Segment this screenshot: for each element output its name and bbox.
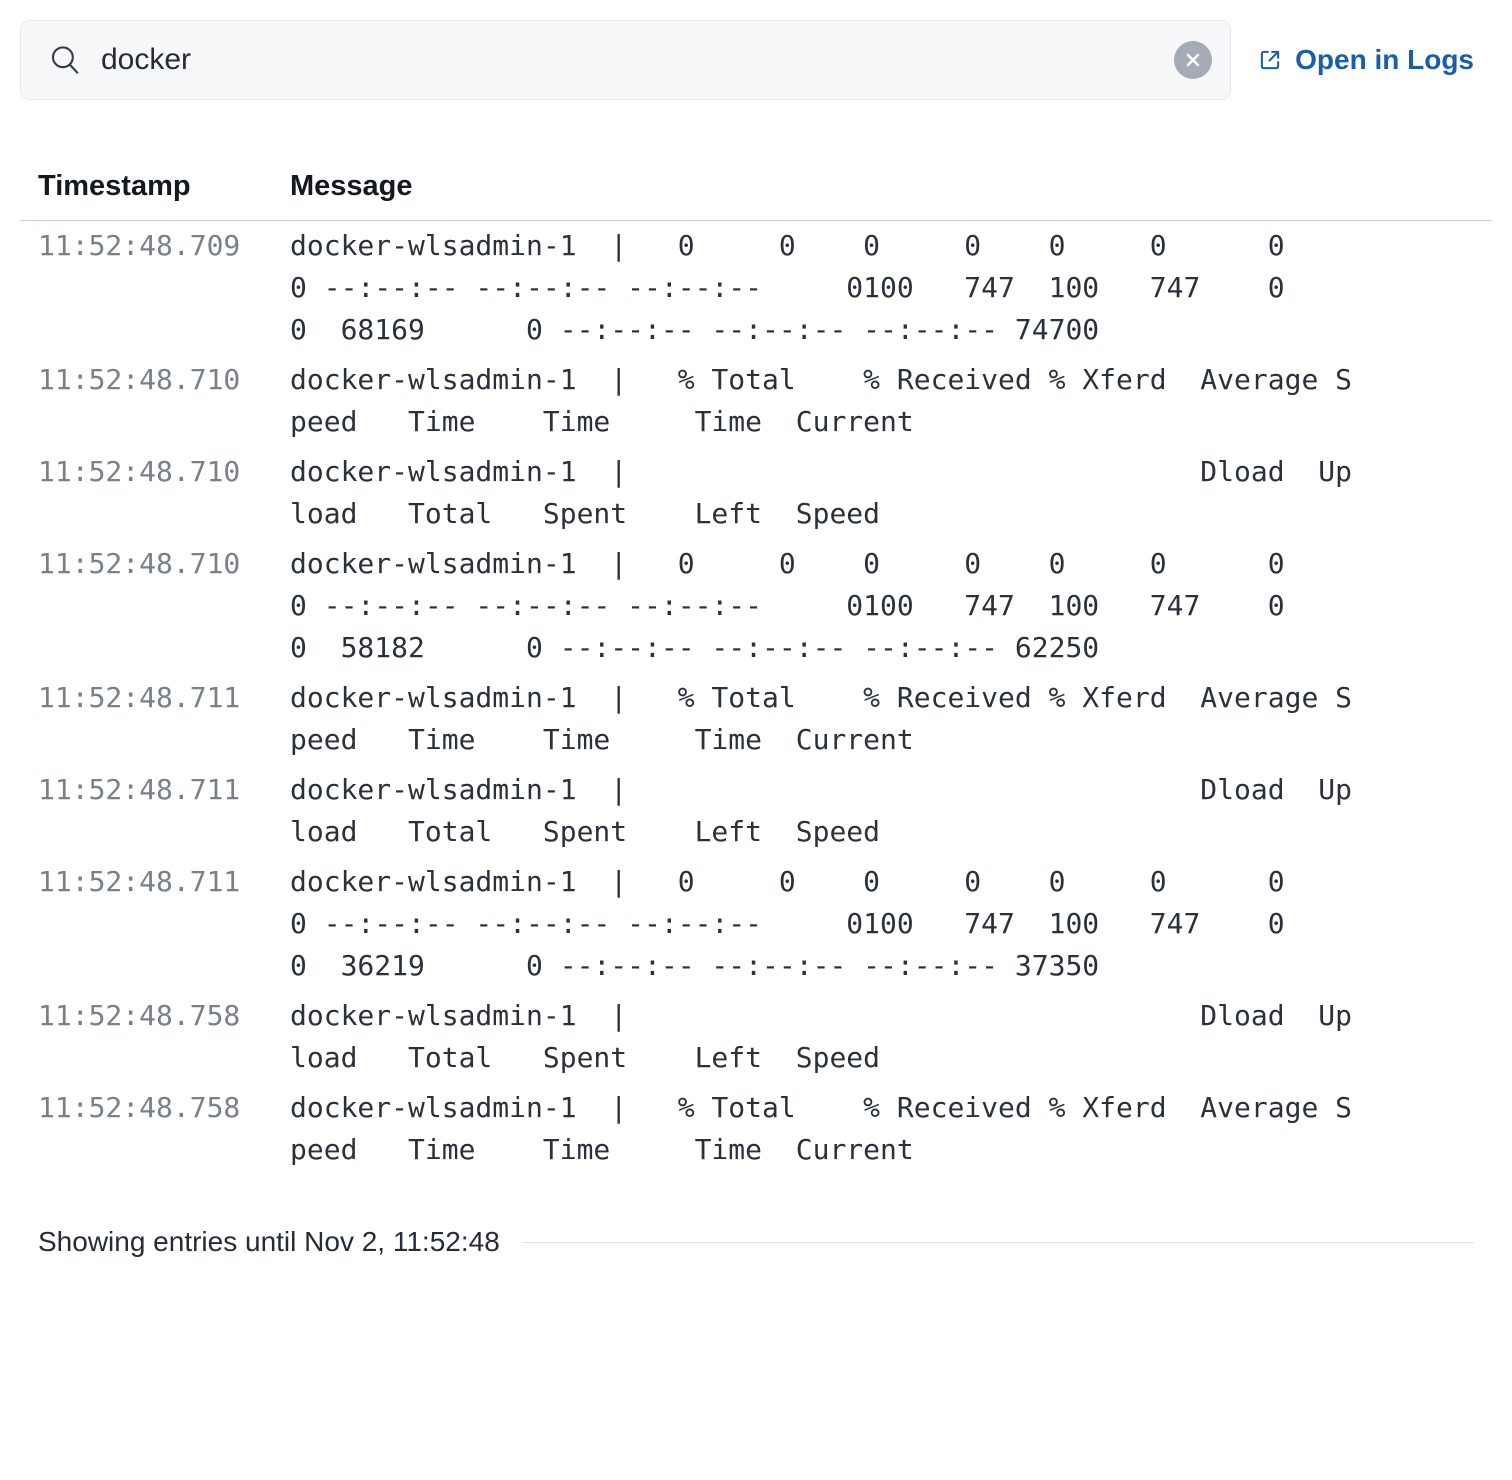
- message-cell: [290, 543, 1492, 669]
- table-row: [20, 1083, 1492, 1175]
- table-row: [20, 221, 1492, 355]
- message-line: docker-wlsadmin-1 | Dload Up: [290, 999, 1353, 1032]
- search-icon: [47, 42, 83, 78]
- timestamp-cell: 11:52:48.710: [38, 547, 241, 580]
- search-bar: [20, 20, 1231, 100]
- message-line: docker-wlsadmin-1 | Dload Up: [290, 455, 1353, 488]
- message-line: load Total Spent Left Speed: [290, 1041, 881, 1074]
- open-in-logs-label: Open in Logs: [1295, 44, 1474, 75]
- table-row: [20, 447, 1492, 539]
- message-line: load Total Spent Left Speed: [290, 815, 881, 848]
- message-cell: [290, 995, 1492, 1079]
- message-line: 0 68169 0 --:--:-- --:--:-- --:--:-- 74700: [290, 313, 1100, 346]
- table-row: [20, 765, 1492, 857]
- message-cell: [290, 451, 1492, 535]
- open-in-logs-link[interactable]: [1257, 44, 1474, 76]
- table-row: [20, 991, 1492, 1083]
- footer-status-text: Showing entries until Nov 2, 11:52:48: [38, 1226, 500, 1257]
- table-header: [20, 156, 1492, 221]
- message-line: peed Time Time Time Current: [290, 1133, 914, 1166]
- log-table: [20, 156, 1492, 1175]
- column-header-timestamp: Timestamp: [38, 170, 191, 202]
- timestamp-cell: 11:52:48.710: [38, 363, 241, 396]
- message-line: docker-wlsadmin-1 | % Total % Received % Xferd Average S: [290, 681, 1353, 714]
- external-link-icon: [1257, 47, 1283, 73]
- search-input[interactable]: [101, 43, 1174, 77]
- footer-divider: [522, 1242, 1474, 1243]
- message-line: 0 --:--:-- --:--:-- --:--:-- 0100 747 100 747 0: [290, 907, 1285, 940]
- message-line: docker-wlsadmin-1 | 0 0 0 0 0 0 0: [290, 547, 1285, 580]
- timestamp-cell: 11:52:48.758: [38, 1091, 241, 1124]
- timestamp-cell: 11:52:48.711: [38, 865, 241, 898]
- message-cell: [290, 1087, 1492, 1171]
- timestamp-cell: 11:52:48.758: [38, 999, 241, 1032]
- timestamp-cell: 11:52:48.711: [38, 681, 241, 714]
- message-cell: [290, 861, 1492, 987]
- table-row: [20, 673, 1492, 765]
- message-line: docker-wlsadmin-1 | 0 0 0 0 0 0 0: [290, 865, 1285, 898]
- message-cell: [290, 225, 1492, 351]
- message-line: 0 58182 0 --:--:-- --:--:-- --:--:-- 62250: [290, 631, 1100, 664]
- top-bar: [20, 20, 1474, 100]
- timestamp-cell: 11:52:48.709: [38, 229, 241, 262]
- timestamp-cell: 11:52:48.710: [38, 455, 241, 488]
- message-line: docker-wlsadmin-1 | % Total % Received % Xferd Average S: [290, 363, 1353, 396]
- clear-search-button[interactable]: [1174, 41, 1212, 79]
- message-line: 0 --:--:-- --:--:-- --:--:-- 0100 747 100 747 0: [290, 589, 1285, 622]
- message-line: load Total Spent Left Speed: [290, 497, 881, 530]
- message-cell: [290, 359, 1492, 443]
- table-row: [20, 539, 1492, 673]
- message-cell: [290, 769, 1492, 853]
- message-line: docker-wlsadmin-1 | Dload Up: [290, 773, 1353, 806]
- message-line: docker-wlsadmin-1 | 0 0 0 0 0 0 0: [290, 229, 1285, 262]
- message-line: peed Time Time Time Current: [290, 405, 914, 438]
- message-line: 0 --:--:-- --:--:-- --:--:-- 0100 747 100 747 0: [290, 271, 1285, 304]
- table-row: [20, 857, 1492, 991]
- message-line: peed Time Time Time Current: [290, 723, 914, 756]
- table-row: [20, 355, 1492, 447]
- message-cell: [290, 677, 1492, 761]
- timestamp-cell: 11:52:48.711: [38, 773, 241, 806]
- close-icon: [1185, 52, 1201, 68]
- message-line: 0 36219 0 --:--:-- --:--:-- --:--:-- 37350: [290, 949, 1100, 982]
- message-line: docker-wlsadmin-1 | % Total % Received % Xferd Average S: [290, 1091, 1353, 1124]
- footer-status: [38, 1221, 1474, 1263]
- column-header-message: Message: [290, 170, 413, 202]
